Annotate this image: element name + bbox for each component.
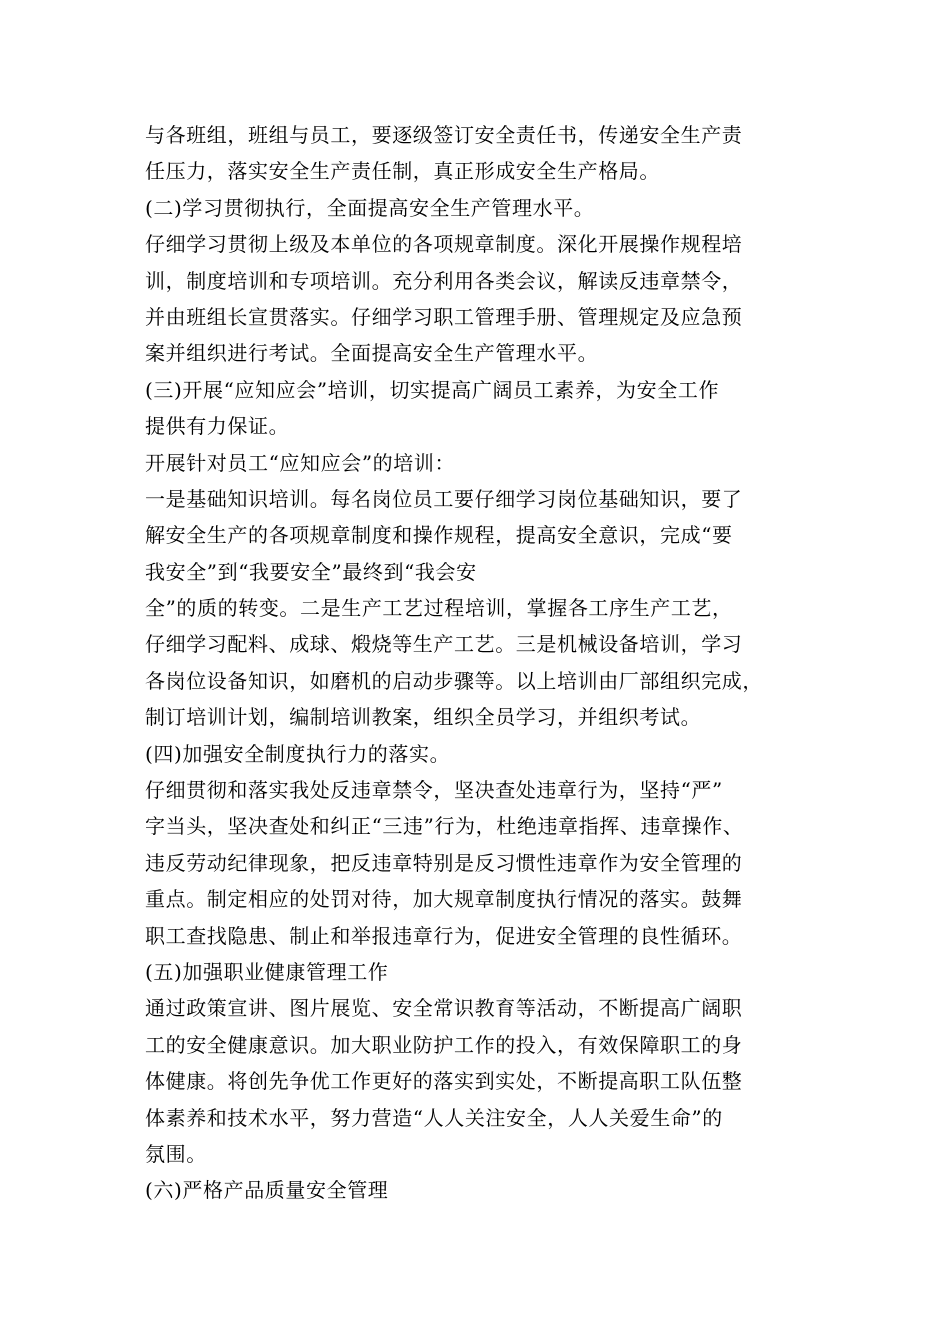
section-heading: (五)加强职业健康管理工作 xyxy=(145,959,389,984)
text-line: 违反劳动纪律现象，把反违章特别是反习惯性违章作为安全管理的 xyxy=(145,850,743,875)
text-line: 体素养和技术水平，努力营造“人人关注安全，人人关爱生命”的 xyxy=(145,1105,723,1130)
text-line: 训，制度培训和专项培训。充分利用各类会议，解读反违章禁令， xyxy=(145,268,743,293)
text-line: 制订培训计划，编制培训教案，组织全员学习，并组织考试。 xyxy=(145,705,702,730)
text-line: 仔细学习配料、成球、煅烧等生产工艺。三是机械设备培训，学习 xyxy=(145,632,743,657)
text-line: 仔细贯彻和落实我处反违章禁令，坚决查处违章行为，坚持“严” xyxy=(145,778,723,803)
text-line: 职工查找隐患、制止和举报违章行为，促进安全管理的良性循环。 xyxy=(145,923,743,948)
section-heading: (四)加强安全制度执行力的落实。 xyxy=(145,741,451,766)
section-heading: (二)学习贯彻执行，全面提高安全生产管理水平。 xyxy=(145,195,595,220)
text-line: 与各班组，班组与员工，要逐级签订安全责任书，传递安全生产责 xyxy=(145,123,743,147)
section-heading: (六)严格产品质量安全管理 xyxy=(145,1178,389,1203)
text-line: 解安全生产的各项规章制度和操作规程，提高安全意识，完成“要 xyxy=(145,523,733,548)
text-line: 开展针对员工“应知应会”的培训： xyxy=(145,450,456,475)
text-line: 并由班组长宣贯落实。仔细学习职工管理手册、管理规定及应急预 xyxy=(145,304,743,329)
text-line: 重点。制定相应的处罚对待，加大规章制度执行情况的落实。鼓舞 xyxy=(145,887,743,912)
text-line: 氛围。 xyxy=(145,1141,207,1166)
text-line: 案并组织进行考试。全面提高安全生产管理水平。 xyxy=(145,341,599,366)
text-line: 体健康。将创先争优工作更好的落实到实处，不断提高职工队伍整 xyxy=(145,1069,743,1094)
text-line: 提供有力保证。 xyxy=(145,414,290,439)
text-line: 通过政策宣讲、图片展览、安全常识教育等活动，不断提高广阔职 xyxy=(145,996,743,1021)
text-line: 全”的质的转变。二是生产工艺过程培训，掌握各工序生产工艺， xyxy=(145,596,733,621)
text-line: 任压力，落实安全生产责任制，真正形成安全生产格局。 xyxy=(145,159,660,184)
text-line: 我安全”到“我要安全”最终到“我会安 xyxy=(145,559,477,584)
text-line: 各岗位设备知识，如磨机的启动步骤等。以上培训由厂部组织完成， xyxy=(145,668,763,693)
text-line: 一是基础知识培训。每名岗位员工要仔细学习岗位基础知识，要了 xyxy=(145,486,743,511)
text-line: 仔细学习贯彻上级及本单位的各项规章制度。深化开展操作规程培 xyxy=(145,232,743,257)
text-line: 工的安全健康意识。加大职业防护工作的投入，有效保障职工的身 xyxy=(145,1032,743,1057)
section-heading: (三)开展“应知应会”培训，切实提高广阔员工素养，为安全工作 xyxy=(145,377,720,402)
text-line: 字当头，坚决查处和纠正“三违”行为，杜绝违章指挥、违章操作、 xyxy=(145,814,744,839)
body-text xyxy=(145,117,815,1209)
